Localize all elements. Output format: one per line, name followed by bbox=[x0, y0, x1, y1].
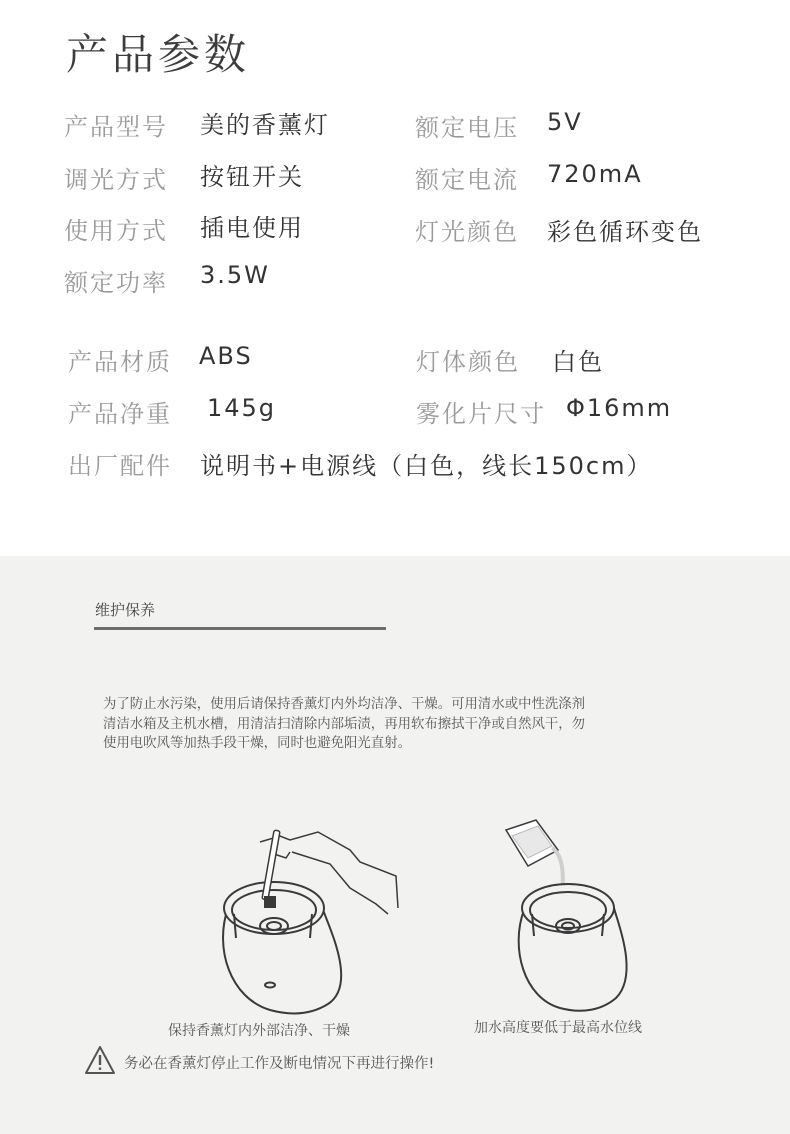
spec-label-atomizer-size: 雾化片尺寸 bbox=[416, 400, 546, 428]
spec-value-current: 720mA bbox=[547, 160, 643, 188]
caption-water-level: 加水高度要低于最高水位线 bbox=[474, 1020, 642, 1036]
spec-label-voltage: 额定电压 bbox=[415, 114, 519, 142]
spec-label-accessories: 出厂配件 bbox=[68, 452, 172, 480]
paragraph-line: 为了防止水污染，使用后请保持香薰灯内外均洁净、干燥。可用清水或中性洗涤剂 bbox=[103, 697, 586, 712]
cleaning-illustration bbox=[200, 818, 410, 1028]
spec-value-weight: 145g bbox=[207, 394, 277, 422]
spec-value-dimming: 按钮开关 bbox=[200, 163, 304, 191]
spec-value-voltage: 5V bbox=[547, 108, 583, 136]
maintenance-section bbox=[0, 556, 790, 1134]
paragraph-line: 使用电吹风等加热手段干燥，同时也避免阳光直射。 bbox=[103, 736, 411, 751]
spec-label-model: 产品型号 bbox=[64, 113, 168, 141]
spec-value-body-color: 白色 bbox=[552, 348, 604, 376]
maintenance-paragraph bbox=[103, 695, 693, 754]
spec-label-current: 额定电流 bbox=[415, 166, 519, 194]
spec-value-usage: 插电使用 bbox=[200, 214, 304, 242]
spec-label-body-color: 灯体颜色 bbox=[416, 348, 520, 376]
spec-value-model: 美的香薰灯 bbox=[200, 111, 330, 139]
title-underline bbox=[94, 627, 386, 630]
spec-section bbox=[0, 0, 790, 556]
spec-label-dimming: 调光方式 bbox=[64, 166, 168, 194]
warning-text: 务必在香薰灯停止工作及断电情况下再进行操作! bbox=[124, 1056, 435, 1072]
spec-value-accessories: 说明书+电源线（白色，线长150cm） bbox=[200, 452, 653, 480]
spec-value-light-color: 彩色循环变色 bbox=[547, 218, 703, 246]
caption-cleaning: 保持香薰灯内外部洁净、干燥 bbox=[168, 1023, 350, 1039]
spec-value-power: 3.5W bbox=[200, 261, 270, 289]
spec-label-weight: 产品净重 bbox=[68, 400, 172, 428]
spec-label-power: 额定功率 bbox=[64, 269, 168, 297]
spec-value-atomizer-size: Φ16mm bbox=[566, 394, 673, 422]
maintenance-title: 维护保养 bbox=[95, 601, 156, 619]
water-adding-illustration bbox=[498, 814, 648, 1014]
spec-label-material: 产品材质 bbox=[68, 348, 172, 376]
warning-icon bbox=[84, 1045, 116, 1075]
paragraph-line: 清洁水箱及主机水槽，用清洁扫清除内部垢渍，再用软布擦拭干净或自然风干，勿 bbox=[103, 716, 586, 732]
page-title: 产品参数 bbox=[66, 30, 251, 79]
spec-label-usage: 使用方式 bbox=[64, 217, 168, 245]
spec-value-material: ABS bbox=[199, 342, 253, 370]
spec-label-light-color: 灯光颜色 bbox=[415, 218, 519, 246]
